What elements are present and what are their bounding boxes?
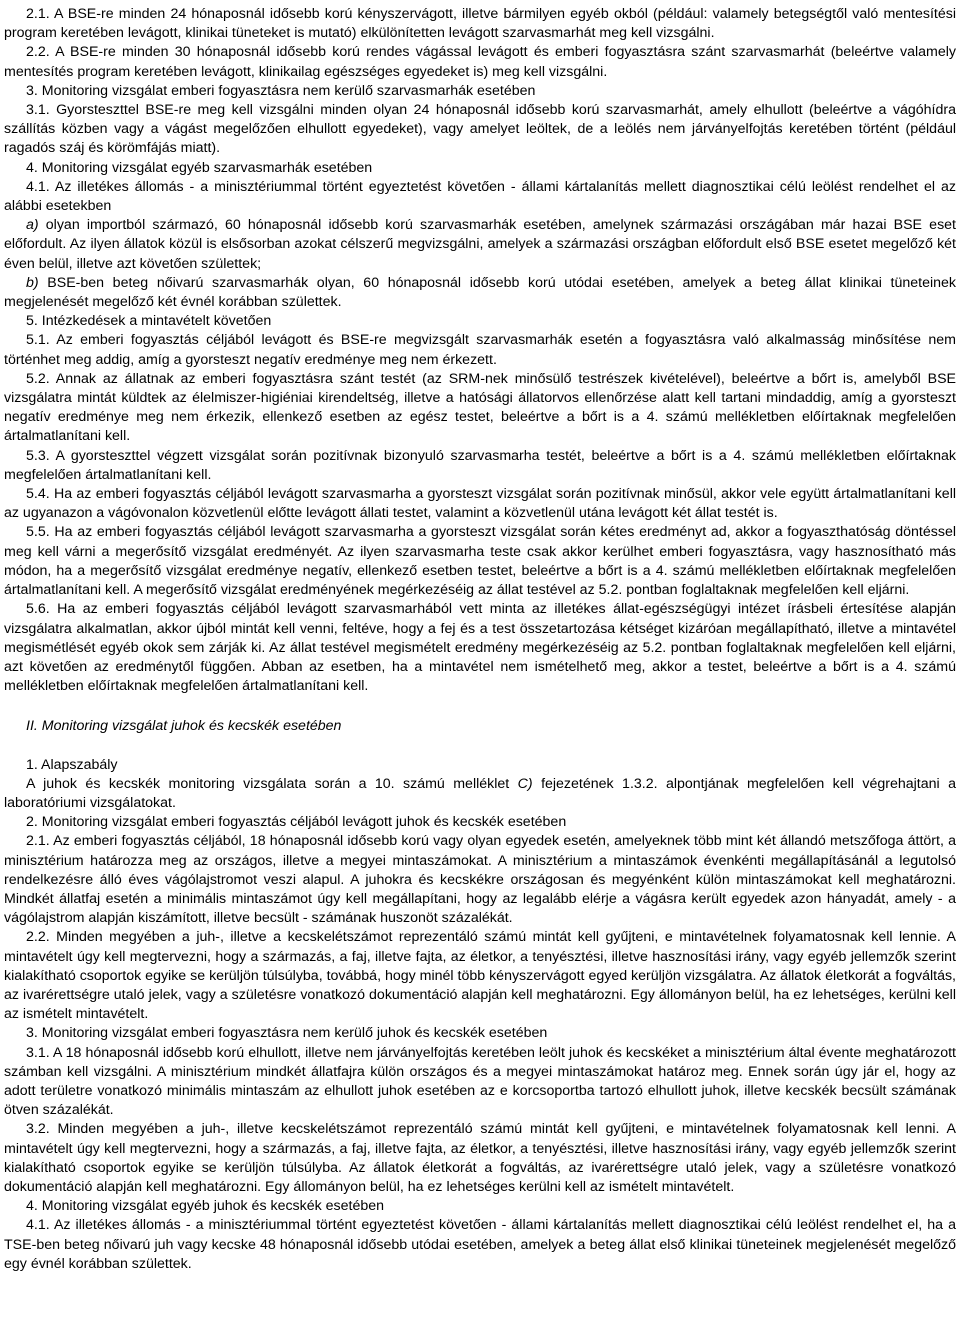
heading-5: 5. Intézkedések a mintavételt követően [26, 313, 272, 330]
paragraph-5-1: 5.1. Az emberi fogyasztás céljából levágott és BSE-re megvizsgált szarvasmarhák esetén a fogyasztásra való alkalmasság minősítése nem történhet meg addig, amíg a gyorsteszt negatív eredménye meg nem érkezett. [4, 332, 956, 368]
paragraph-5-2: 5.2. Annak az állatnak az emberi fogyasztásra szánt testét (az SRM-nek minősülő testrészek kivételével), beleértve a bőrt is, amelyből BSE vizsgálatra mintát küldtek az élelmiszer-higiéniai kirendeltség, illetve a hatósági állatorvos ellenőrzése alatt kell tartani mindaddig, amíg a gyorsteszt negatív eredménye meg nem érkezik, ellenkező esetben az egész testet, beleértve a bőrt is a 4. számú mellékletben előírtaknak megfelelően ártalmatlanítani kell. [4, 370, 956, 445]
chapter-ref: C) [517, 775, 533, 792]
paragraph-5-4: 5.4. Ha az emberi fogyasztás céljából levágott szarvasmarha a gyorsteszt vizsgálat során pozitívnak minősül, akkor vele együtt ártalmatlanítani kell az ugyanazon a vágóvonalon közvetlenül előtte levágott állati testet, valamint a közvetlenül utána levágott két állat testét is. [4, 486, 956, 522]
paragraph-2-2: 2.2. A BSE-re minden 30 hónaposnál idősebb korú rendes vágással levágott és emberi fogyasztásra szánt szarvasmarhát (beleértve valamely mentesítés program keretében levágott, klinikailag egészséges egyedeket is) meg kell vizsgálni. [4, 44, 956, 80]
item-text-b: BSE-ben beteg nőivarú szarvasmarhák olyan, 60 hónaposnál idősebb korú utódai esetében, amelyek a beteg állat klinikai tüneteinek megjelenését megelőző két évnél korábban születtek. [4, 274, 956, 311]
paragraph-5-6: 5.6. Ha az emberi fogyasztás céljából levágott szarvasmarhából vett minta az illetékes állat-egészségügyi intézet írásbeli értesítése alapján vizsgálatra alkalmatlan, akkor újból mintát kell venni, feltéve, hogy a fej és a test összetartozása kétséget kizáróan megállapítható, illetve a mintavétel megismétlését egyéb okok sem zárják ki. Az állat testével megismételt eredmény megérkezéséig az 5.2. pontban foglaltaknak megfelelően kell eljárni, azt követően az eredménytől függően. Abban az esetben, ha a mintavétel nem ismételhető meg, akkor a testet, beleértve a bőrt is a 4. számú mellékletben előírtaknak megfelelően ártalmatlanítani kell. [4, 601, 956, 695]
ii-paragraph-2-2: 2.2. Minden megyében a juh-, illetve a kecskelétszámot reprezentáló számú mintát kell gyűjteni, e mintavételnek folyamatosnak kell lennie. A mintavételt úgy kell megtervezni, hogy a származás, a faj, illetve fajta, az életkor, a tenyésztési, illetve hasznosítási irány, vagy egyéb jellemzők szerint kialakítható csoportok egyike se kerüljön túlsúlyba, továbbá, hogy minél több kényszervágott egyed kerüljön vizsgálatra. Az állatok életkorát a fogváltás, az ivarérettségre utaló jelek, vagy a születésre vonatkozó dokumentáció alapján kell meghatározni. Egy állományon belül, ha ez lehetséges, kerülni kell az ismételt mintavételt. [4, 929, 956, 1023]
paragraph-2-1: 2.1. A BSE-re minden 24 hónaposnál idősebb korú kényszervágott, illetve bármilyen egyéb okból (például: valamely betegségtől való mentesítési program keretében levágott, klinikai tüneteket is mutató) elkülönítetten levágott szarvasmarhát meg kell vizsgálni. [4, 6, 956, 42]
paragraph-4-1-b [4, 274, 956, 312]
paragraph-5-3: 5.3. A gyorsteszttel végzett vizsgálat során pozitívnak bizonyuló szarvasmarha testét, beleértve a bőrt is a 4. számú mellékletben előírtaknak megfelelően ártalmatlanítani kell. [4, 447, 956, 483]
paragraph-4-1-a [4, 216, 956, 274]
section-ii-title: II. Monitoring vizsgálat juhok és kecskék esetében [26, 718, 342, 735]
ii-heading-1: 1. Alapszabály [26, 756, 118, 773]
paragraph-4-1: 4.1. Az illetékes állomás - a minisztériummal történt egyeztetést követően - állami kártalanítás mellett diagnosztikai célú leölést rendelhet el az alábbi esetekben [4, 178, 956, 215]
ii-paragraph-3-2: 3.2. Minden megyében a juh-, illetve kecskelétszámot reprezentáló számú mintát kell gyűjteni, e mintavételnek folyamatosnak kell lenni. A mintavételt úgy kell megtervezni, hogy a származás, a faj, illetve fajta, az életkor, a tenyésztési, illetve hasznosítási irány, vagy egyéb jellemzők szerint kialakítható csoportok egyike se kerüljön túlsúlyba. Az állatok életkorát a fogváltás, az ivarérettségre utaló jelek, vagy a születésre vonatkozó dokumentáció alapján kell meghatározni. Egy állományon belül, ha ez lehetséges kerülni kell az ismételt mintavételt. [4, 1121, 956, 1195]
heading-4: 4. Monitoring vizsgálat egyéb szarvasmarhák esetében [26, 159, 373, 176]
ii-heading-4: 4. Monitoring vizsgálat egyéb juhok és kecskék esetében [26, 1198, 385, 1215]
paragraph-3-1: 3.1. Gyorsteszttel BSE-re meg kell vizsgálni minden olyan 24 hónaposnál idősebb korú szarvasmarhát, amely elhullott (beleértve a vágóhídra szállítás közben vagy a vágást megelőzően elhullott egyedeket), vagy amelyet leöltek, de a leölés nem járványelfojtás keretében történt (például ragadós száj és körömfájás miatt). [4, 102, 956, 157]
ii-paragraph-3-1: 3.1. A 18 hónaposnál idősebb korú elhullott, illetve nem járványelfojtás keretében leölt juhok és kecskéket a minisztérium által évente meghatározott számban kell vizsgálni. A minisztérium mindkét állatfajra külön országos és a megyei mintaszámokat határoz meg. Ennek során úgy jár el, hogy az adott területre vonatkozó minimális mintaszám az elhullott juhok esetében az e korcsoportba tartozó elhullott juhok, illetve kecskék becsült számának ötven százalékát. [4, 1044, 956, 1119]
item-label-a: a) [26, 217, 39, 234]
ii-heading-2: 2. Monitoring vizsgálat emberi fogyasztás céljából levágott juhok és kecskék esetében [26, 814, 567, 831]
paragraph-5-5: 5.5. Ha az emberi fogyasztás céljából levágott szarvasmarha a gyorsteszt vizsgálat során kétes eredményt ad, akkor a fogyaszthatóság döntéssel meg kell várni a megerősítő vizsgálat eredményét. Az ilyen szarvasmarha teste csak akkor kerülhet emberi fogyasztásra, vagy hasznosítható más módon, ha a megerősítő vizsgálat eredménye negatív, ellenkező esetben testet, beleértve a bőrt is a 4. számú mellékletben előírtaknak megfelelően ártalmatlanítani kell. A megerősítő vizsgálat eredményének megérkezéséig az állat testével az 5.2. pontban foglaltaknak megfelelően kell eljárni. [4, 524, 956, 599]
item-text-a: olyan importból származó, 60 hónaposnál idősebb korú szarvasmarhák esetében, amelynek származási országában már hazai BSE eset előfordult. Az ilyen állatok közül is elsősorban azokat célszerű megvizsgálni, amelyek a származási országban előfordult első BSE esetet megelőző két éven belül, illetve azt követően születtek; [4, 217, 956, 272]
ii-heading-3: 3. Monitoring vizsgálat emberi fogyasztásra nem kerülő juhok és kecskék esetében [26, 1025, 548, 1042]
ii-paragraph-1: A juhok és kecskék monitoring vizsgálata során a 10. számú melléklet C) fejezetének 1.3.2. alpontjának megfelelően kell végrehajtani a laboratóriumi vizsgálatokat. [4, 775, 956, 811]
ii-paragraph-4-1: 4.1. Az illetékes állomás - a minisztériummal történt egyeztetést követően - állami kártalanítás mellett diagnosztikai célú leölést rendelhet el, ha a TSE-ben beteg nőivarú juh vagy kecske 48 hónaposnál idősebb utódai esetében, amelyek a beteg állat első klinikai tüneteinek megjelenését megelőző egy évnél korábban születtek. [4, 1217, 956, 1272]
item-label-b: b) [26, 274, 39, 291]
ii-paragraph-2-1: 2.1. Az emberi fogyasztás céljából, 18 hónaposnál idősebb korú vagy olyan egyedek esetén, amelyeknek több mint két állandó metszőfoga áttört, a minisztérium határozza meg az országos, illetve a megyei mintaszámokat. A minisztérium a mintaszámok évenkénti megállapításánál a legutolsó rendelkezésre álló éves vágólajstromot veszi alapul. A juhokra és kecskékre országosan és megyénként külön mintaszámokat kell meghatározni. Mindkét állatfaj esetén a minimális mintaszámot úgy kell megállapítani, hogy az legalább elérje a vágásra került egyedek azon hányadát, amely - a vágólajstrom alapján kiszámított, illetve becsült - számának huszonöt százalékát. [4, 833, 956, 927]
heading-3: 3. Monitoring vizsgálat emberi fogyasztásra nem kerülő szarvasmarhák esetében [26, 82, 536, 99]
